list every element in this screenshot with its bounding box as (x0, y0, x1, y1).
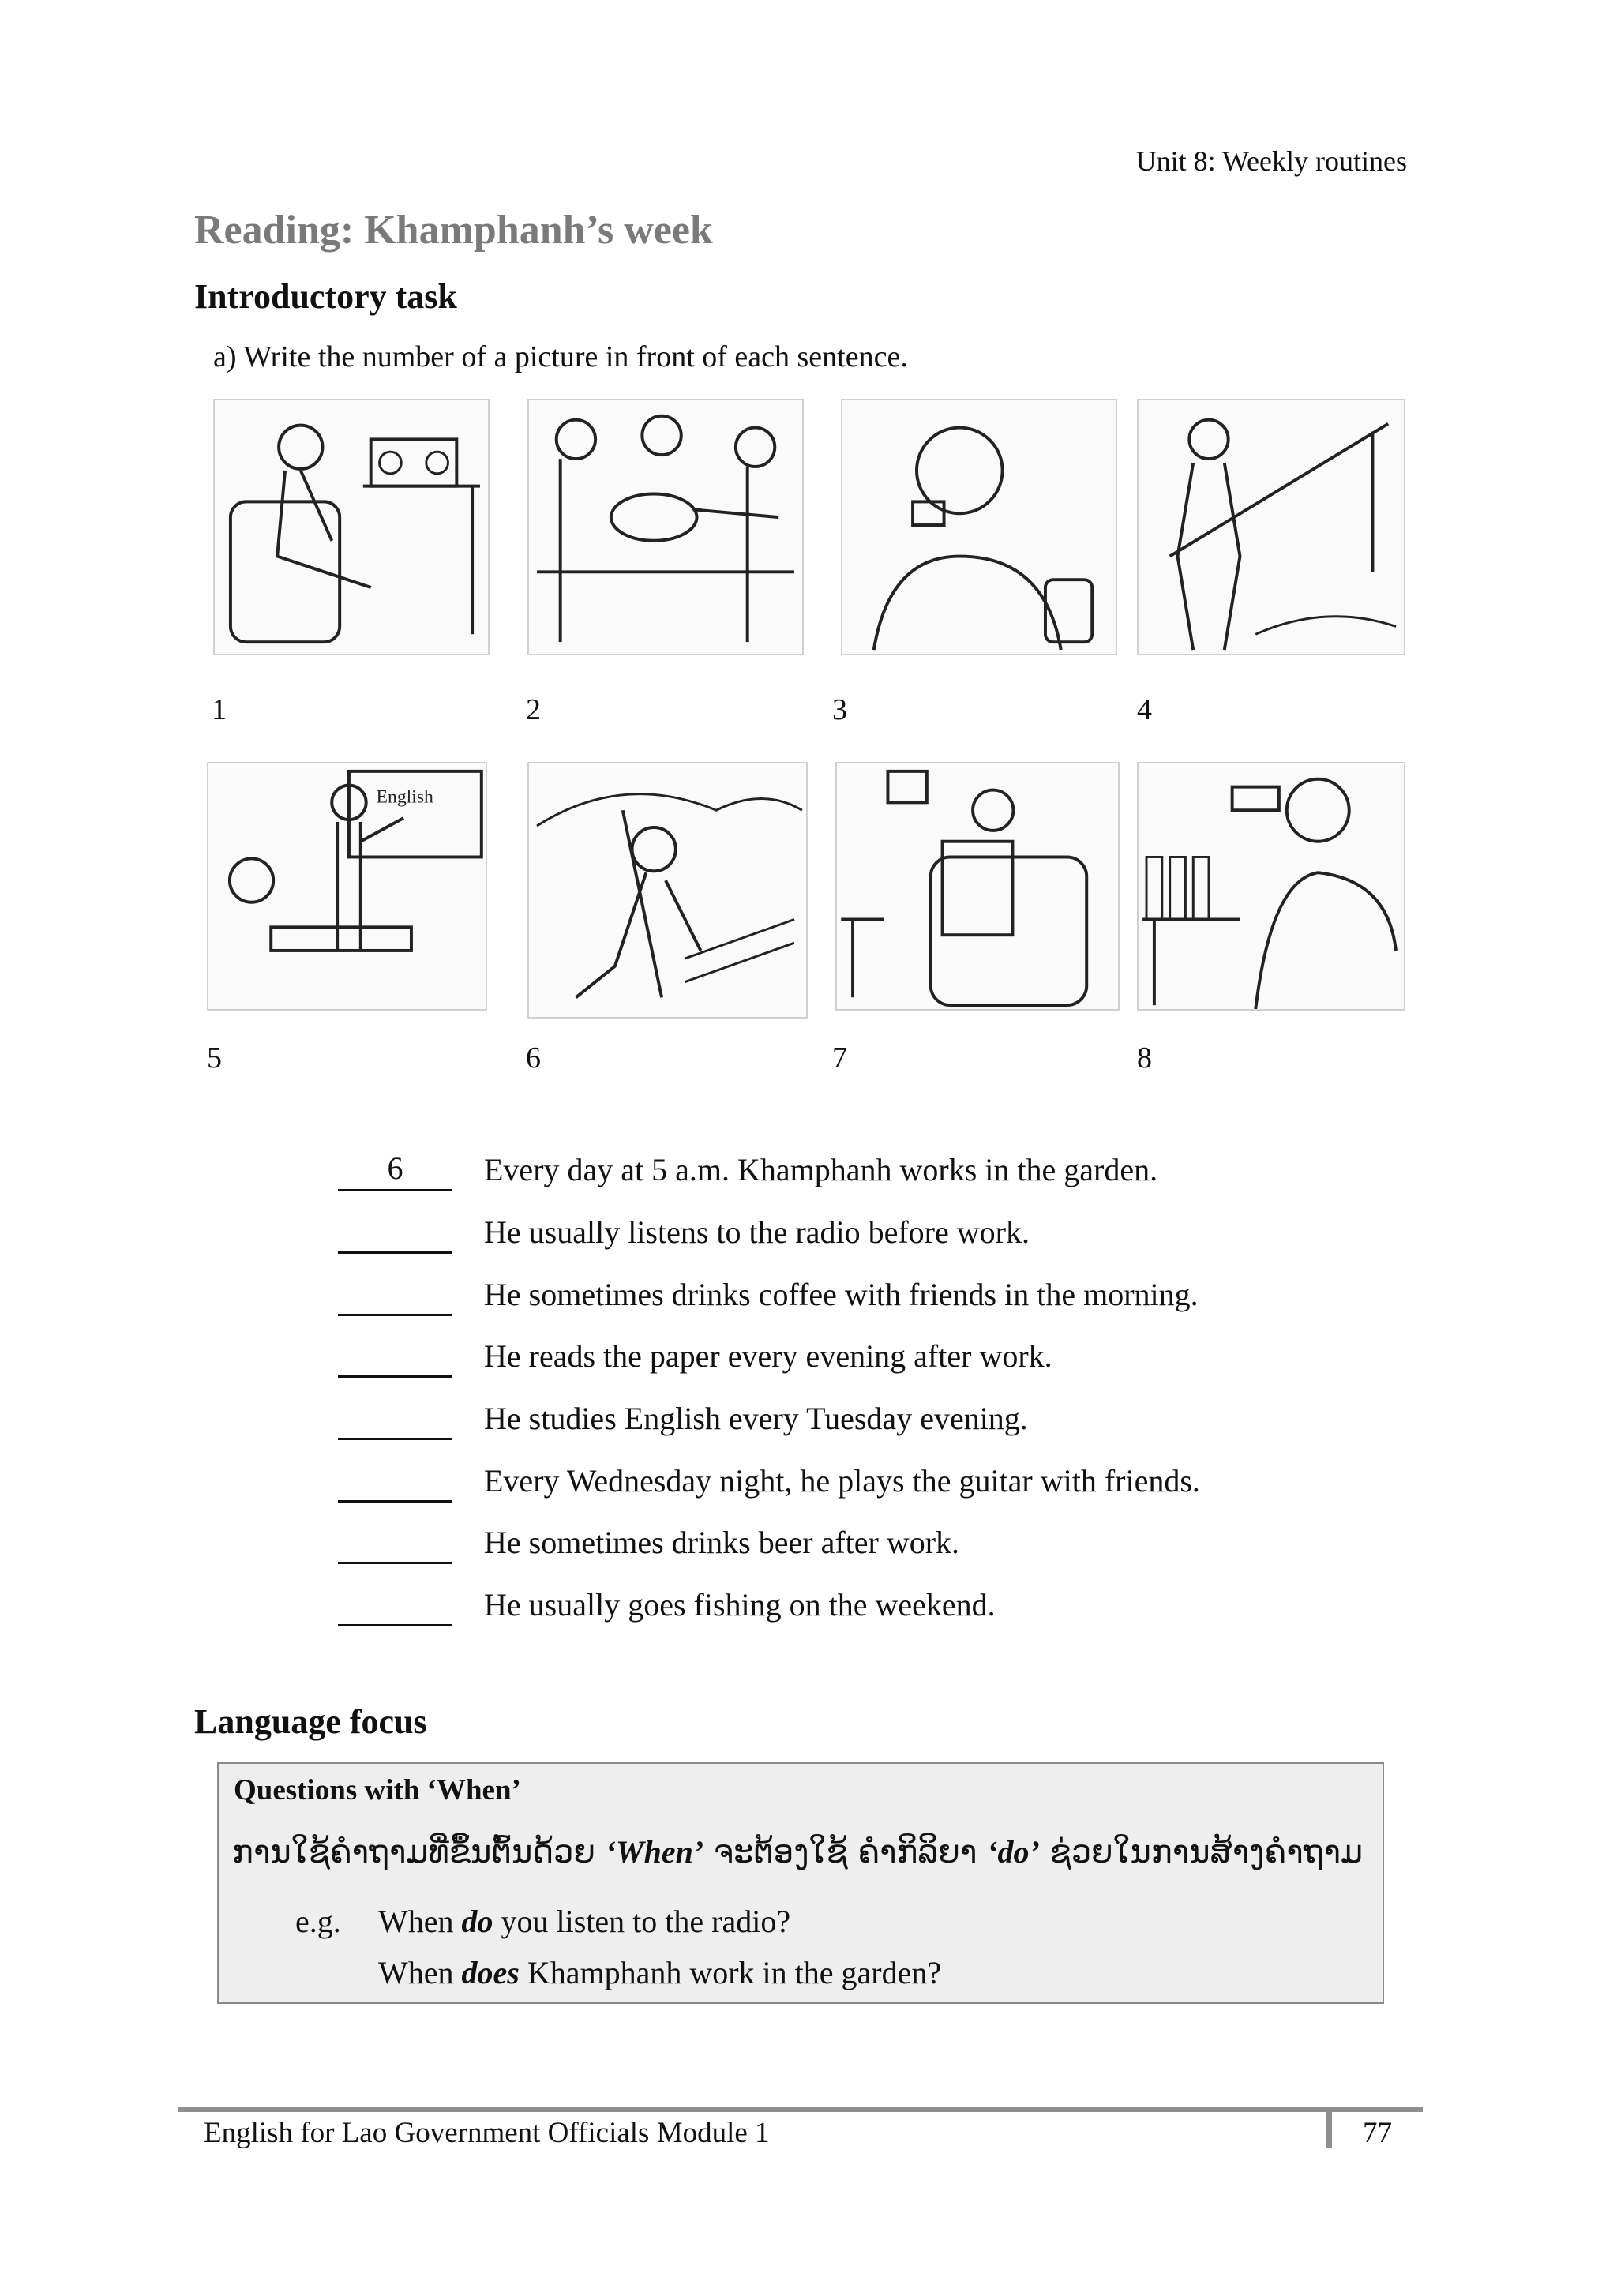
answer-blank[interactable] (338, 1462, 452, 1503)
picture-number-8: 8 (1137, 1041, 1152, 1075)
lao-do: ‘do’ (987, 1834, 1040, 1870)
lao-text-2: ຈະຕ້ອງໃຊ້ ຄຳກິລິຍາ (703, 1834, 988, 1870)
english-class-icon (208, 763, 486, 1009)
svg-text:English: English (376, 786, 433, 808)
picture-number-7: 7 (832, 1041, 847, 1075)
man-drinking-coffee-icon (842, 400, 1116, 654)
picture-number-4: 4 (1137, 693, 1152, 726)
unit-header: Unit 8: Weekly routines (1135, 145, 1407, 177)
example-2-pre: When (378, 1955, 462, 1990)
page-number: 77 (1363, 2117, 1392, 2149)
language-focus-heading: Language focus (194, 1702, 427, 1741)
picture-number-1: 1 (212, 693, 227, 726)
sentence-4: He reads the paper every evening after work. (484, 1338, 1052, 1374)
picture-8 (1137, 762, 1405, 1011)
answer-blank[interactable] (338, 1524, 452, 1564)
friends-playing-guitar-icon (529, 400, 802, 654)
answer-blank[interactable] (338, 1214, 452, 1254)
example-1-post: you listen to the radio? (493, 1904, 791, 1939)
footer-book-title: English for Lao Government Officials Module 1 (204, 2117, 770, 2149)
lao-text-3: ຊ່ວຍໃນການສ້າງຄຳຖາມ (1039, 1834, 1364, 1870)
picture-5 (207, 762, 487, 1011)
footer-rule (178, 2107, 1423, 2112)
picture-4 (1137, 399, 1405, 655)
sentence-1: Every day at 5 a.m. Khamphanh works in the garden. (484, 1152, 1158, 1187)
picture-number-6: 6 (526, 1041, 541, 1075)
lao-text-1: ການໃຊ້ຄຳຖາມທີ່ຂຶ້ນຕົ້ນດ້ວຍ (232, 1834, 606, 1870)
man-fishing-icon (1139, 400, 1404, 654)
focus-box-title: Questions with ‘When’ (234, 1774, 521, 1806)
lao-explanation (232, 1833, 1363, 1870)
example-2 (378, 1954, 941, 1991)
picture-number-5: 5 (207, 1041, 222, 1075)
picture-3 (841, 399, 1117, 655)
man-gardening-icon (529, 763, 806, 1017)
man-reading-paper-icon (837, 763, 1118, 1009)
answer-blank[interactable] (338, 1276, 452, 1316)
picture-number-3: 3 (832, 693, 847, 726)
sentence-7: He sometimes drinks beer after work. (484, 1525, 960, 1560)
picture-2 (527, 399, 804, 655)
sentence-2: He usually listens to the radio before work. (484, 1214, 1030, 1250)
intro-instruction: a) Write the number of a picture in front of each sentence. (213, 340, 908, 373)
example-1-verb: do (461, 1904, 493, 1939)
example-1 (378, 1903, 790, 1940)
sentence-5: He studies English every Tuesday evening. (484, 1401, 1028, 1436)
example-1-pre: When (378, 1904, 462, 1939)
answer-blank[interactable] (338, 1337, 452, 1378)
lao-when: ‘When’ (605, 1834, 704, 1870)
picture-7 (835, 762, 1120, 1011)
footer-divider (1326, 2112, 1332, 2148)
sentence-3: He sometimes drinks coffee with friends in the morning. (484, 1277, 1199, 1312)
intro-heading: Introductory task (194, 277, 457, 316)
picture-number-2: 2 (526, 693, 541, 726)
example-2-verb: does (461, 1955, 520, 1990)
man-drinking-beer-icon (1139, 763, 1404, 1009)
answer-blank[interactable] (338, 1586, 452, 1626)
example-label: e.g. (295, 1904, 341, 1939)
sentence-8: He usually goes fishing on the weekend. (484, 1587, 996, 1623)
picture-6 (527, 762, 808, 1019)
answer-blank[interactable]: 6 (338, 1151, 452, 1191)
example-2-post: Khamphanh work in the garden? (519, 1955, 942, 1990)
picture-1 (213, 399, 490, 655)
page-title: Reading: Khamphanh’s week (194, 208, 713, 253)
man-listening-radio-icon (215, 400, 488, 654)
answer-blank[interactable] (338, 1400, 452, 1440)
sentence-6: Every Wednesday night, he plays the guitar with friends. (484, 1463, 1200, 1499)
